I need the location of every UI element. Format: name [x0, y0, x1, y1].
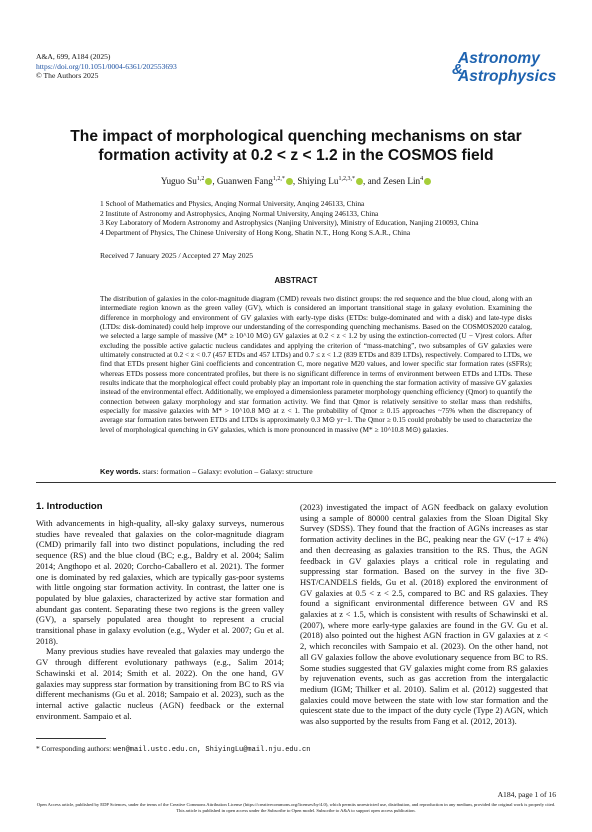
author[interactable]: Yuguo Su$^{1,2}$ — [161, 176, 213, 186]
logo-line2: Astrophysics — [458, 68, 557, 85]
license-line-2: This article is published in open access under the Subscribe to Open model. Subscribe to A&A to support open access publication. — [176, 808, 416, 813]
orcid-icon[interactable] — [424, 178, 431, 185]
title-line-1: The impact of morphological quenching mechanisms on star — [70, 128, 522, 145]
keywords-label: Key words. — [100, 467, 141, 476]
keywords-list: stars: formation – Galaxy: evolution – Galaxy: structure — [142, 467, 313, 476]
abstract-text: The distribution of galaxies in the color-magnitude diagram (CMD) reveals two distinct groups: the red sequence and the blue cloud, along with an intermediate region known as the green valley (GV), which is considered an important transitional stage in galaxy evolution. Examining the difference in morphology and environment of GV galaxies with early-type disks (ETDs: bulge-dominated and with a disk) and late-type disks (LTDs: disk-dominated) could help improve our understanding of the corresponding quenching mechanisms. Based on the COSMOS2020 catalog, we selected a large sample of massive (M* ≥ 10^10 M⊙) GV galaxies at 0.2 < z < 1.2 by using the extinction-corrected (U − V)rest colors. After excluding the possible active galactic nucleus candidates and applying the criterion of “mass-matching”, two subsamples of GV galaxies were ultimately constructed at 0.2 < z < 0.7 (457 ETDs and 457 LTDs) and 0.7 ≤ z < 1.2 (839 ETDs and 839 LTDs), respectively. Compared to LTDs, we find that ETDs present higher Gini coefficients and concentration C, more negative M20 values, and lower specific star formation rates (sSFRs); whereas ETDs possess more concentrated profiles, but there is no significant difference in terms of environment between ETDs and LTDs. These results indicate that the morphological effect could probably play an important role in quenching the star formation activity of massive GV galaxies instead of the environmental effect. Additionally, we employed a dimensionless parameter morphology quenching efficiency (Qmor) to quantify the connection between galaxy morphology and star formation activity. We find that Qmor is relatively sensitive to stellar mass than redshifts, especially for massive galaxies with M* > 10^10.8 M⊙ at z < 1. The probability of Qmor ≥ 0.15 approaches ~75% when the discrepancy of average star formation rates between ETDs and LTDs is approximately 0.3 M⊙ yr−1. The Qmor ≥ 0.15 could probably be used to characterize the level of morphological quenching in GV galaxies, which is more pronounced in massive (M* ≥ 10^10.8 M⊙) galaxies. — [100, 294, 532, 434]
author[interactable]: Guanwen Fang$^{1,2,*}$ — [217, 176, 293, 186]
affiliation: 1 School of Mathematics and Physics, Anqing Normal University, Anqing 246133, China — [100, 199, 365, 208]
footnote-label: * Corresponding authors: — [36, 744, 112, 753]
journal-line: A&A, 699, A184 (2025) — [36, 52, 111, 61]
right-column — [300, 502, 548, 727]
affiliations — [100, 199, 479, 237]
doi-link[interactable]: https://doi.org/10.1051/0004-6361/202553693 — [36, 61, 177, 71]
affiliation: 4 Department of Physics, The Chinese University of Hong Kong, Shatin N.T., Hong Kong S.A.R., China — [100, 227, 411, 237]
title-line-2: formation activity at 0.2 < z < 1.2 in the COSMOS field — [98, 147, 494, 164]
orcid-icon[interactable] — [356, 178, 363, 185]
logo-ampersand: & — [452, 61, 463, 78]
affiliation: 2 Institute of Astronomy and Astrophysics, Anqing Normal University, Anqing 246133, China — [100, 208, 379, 218]
license-notice — [36, 802, 556, 814]
intro-paragraph-1: With advancements in high-quality, all-sky galaxy surveys, numerous studies have revealed that galaxies on the color-magnitude diagram (CMD) primarily fall into two distinct populations, including the red sequence (RS) and the blue cloud (BC; e.g., Baldry et al. 2004; Salim 2014; Angthopo et al. 2020; Corcho-Caballero et al. 2021). The former one is dominated by red galaxies, which are typically gas-poor systems with little ongoing star formation activity. In contrast, the latter one is populated by blue galaxies, characterized by active star formation and abundant gas content. Separating these two regions is the green valley (GV), a sparsely populated area thought to represent a crucial transitional phase in galaxy evolution (e.g., Wyder et al. 2007; Gu et al. 2018). — [36, 518, 284, 646]
affiliation: 3 Key Laboratory of Modern Astronomy and Astrophysics (Nanjing University), Ministry of Education, Nanjing 210093, China — [100, 218, 479, 227]
footnote-divider — [36, 738, 106, 739]
received-dates: Received 7 January 2025 / Accepted 27 May 2025 — [100, 251, 254, 260]
keywords — [100, 467, 313, 476]
logo-line1: Astronomy — [458, 50, 540, 67]
left-column — [36, 518, 284, 721]
page-number: A184, page 1 of 16 — [497, 790, 556, 799]
license-line-1: Open Access article, published by EDP Sciences, under the terms of the Creative Commons Attribution License (https://creativecommons.org/licenses/by/4.0), which permits unrestricted use, distribution, and reproduction in any medium, provided the original work is properly cited. — [36, 802, 556, 807]
intro-paragraph-2: Many previous studies have revealed that galaxies may undergo the GV through different evolutionary pathways (e.g., Salim 2014; Schawinski et al. 2014; Smith et al. 2022). On the one hand, GV galaxies may suppress star formation by transitioning from BC to RS via different mechanisms (Gu et al. 2018; Sampaio et al. 2023), such as the internal active galactic nucleus (AGN) feedback or the external environment. Sampaio et al. — [36, 646, 284, 721]
author-list: Yuguo Su$^{1,2}$ , Guanwen Fang$^{1,2,*}$ , Shiying $Lu^{1,2,3,*}$ , and Zesen Lin$^4$ — [40, 176, 552, 186]
section-title: 1. Introduction — [36, 501, 103, 512]
article-meta — [36, 52, 177, 81]
footnote — [36, 744, 310, 755]
abstract-title: ABSTRACT — [274, 276, 318, 285]
orcid-icon[interactable] — [205, 178, 212, 185]
divider — [36, 482, 556, 483]
orcid-icon[interactable] — [286, 178, 293, 185]
author[interactable]: Shiying $Lu^{1,2,3,*}$ — [297, 176, 363, 186]
footnote-emails[interactable]: wen@mail.ustc.edu.cn, ShiyingLu@mail.nju.edu.cn — [113, 746, 311, 754]
copyright: © The Authors 2025 — [36, 71, 99, 81]
journal-logo[interactable] — [452, 50, 564, 90]
intro-paragraph-3: (2023) investigated the impact of AGN feedback on galaxy evolution using a sample of 80000 central galaxies from the Sloan Digital Sky Survey (SDSS). They found that the fraction of AGNs increases as star formation activity declines in the BC, peaking near the GV (~17 ± 4%) and then decreasing as galaxies transition to the RS. Thus, the AGN feedback in GV galaxies plays a critical role in regulating and suppressing star formation. Based on the survey in the five 3D-HST/CANDELS fields, Gu et al. (2018) explored the environment of GV galaxies at 0.5 < z < 2.5, compared to BC and RS galaxies. They found a significant environmental difference between GV and RS galaxies at z < 1.5, which is consistent with results of Schawinski et al. (2007), where more early-type galaxies are found in the GV. Gu et al. (2018) also pointed out the highest AGN fraction in GV galaxies at z < 2, which reconciles with Sampaio et al. (2023). On the other hand, not all GV galaxies follow the above evolutionary sequence from BC to RS. Some studies suggested that GV galaxies might come from RS galaxies by rejuvenation events, such as gas accretion from the intergalactic medium (IGM; Thilker et al. 2010). Salim et al. (2012) suggested that galaxies could move between the state with low star formation and the quiescent state due to the impact of the duty cycle (Type 2) AGN, which was also supported by the results from Fang et al. (2012, 2013). — [300, 502, 548, 727]
paper-title — [40, 127, 552, 165]
author[interactable]: Zesen Lin$^4$ — [383, 176, 431, 186]
